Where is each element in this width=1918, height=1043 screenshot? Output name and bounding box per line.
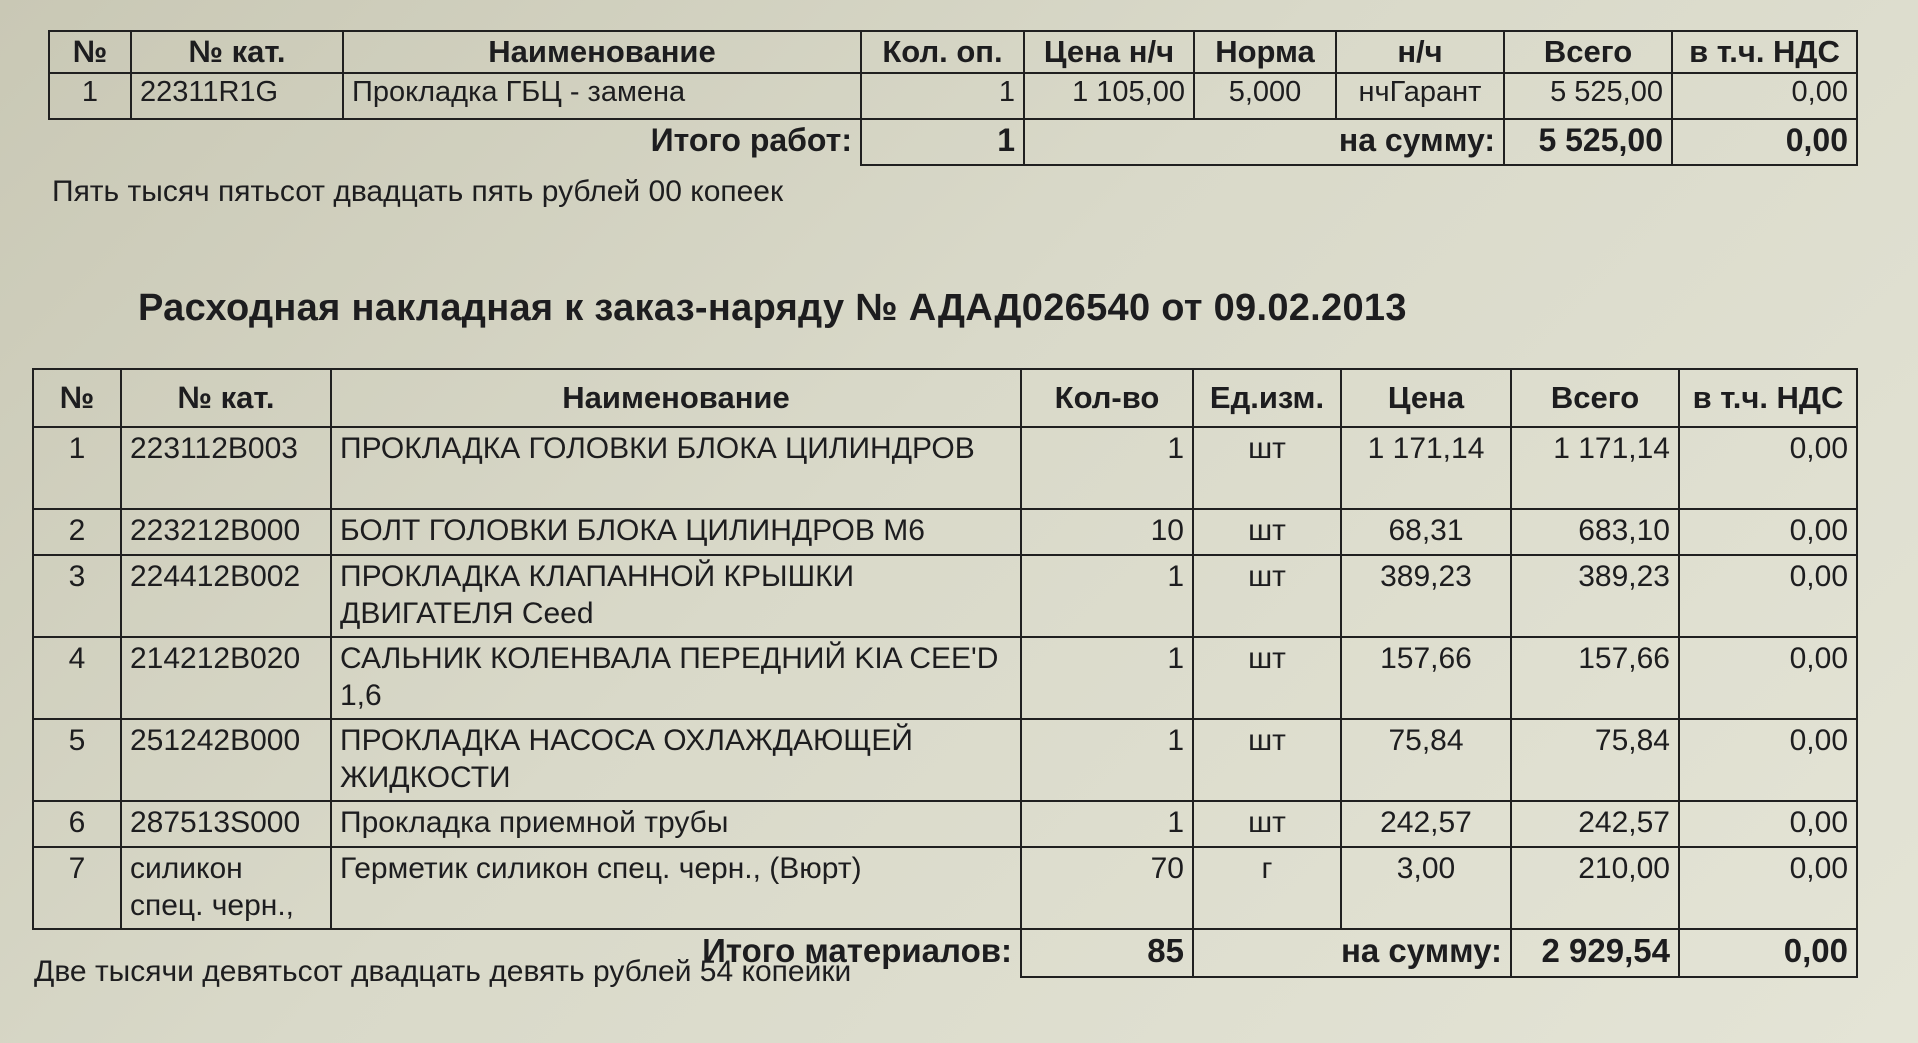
row-no: 2 — [33, 509, 121, 555]
row-qty: 10 — [1021, 509, 1193, 555]
materials-sum-total: 2 929,54 — [1511, 929, 1679, 977]
col-header-cat: № кат. — [121, 369, 331, 427]
col-header-no: № — [33, 369, 121, 427]
row-name: Герметик силикон спец. черн., (Вюрт) — [331, 847, 1021, 929]
col-header-unit: н/ч — [1336, 31, 1504, 73]
col-header-norm: Норма — [1194, 31, 1336, 73]
table-row — [33, 847, 1857, 929]
row-price: 1 171,14 — [1341, 427, 1511, 509]
col-header-unit: Ед.изм. — [1193, 369, 1341, 427]
works-sum-vat: 0,00 — [1672, 119, 1857, 165]
row-no: 1 — [49, 73, 131, 119]
row-vat: 0,00 — [1672, 73, 1857, 119]
row-unit: шт — [1193, 801, 1341, 847]
row-name: БОЛТ ГОЛОВКИ БЛОКА ЦИЛИНДРОВ М6 — [331, 509, 1021, 555]
row-price: 3,00 — [1341, 847, 1511, 929]
row-price: 242,57 — [1341, 801, 1511, 847]
row-qty: 1 — [861, 73, 1024, 119]
works-table — [48, 30, 1858, 166]
row-total: 683,10 — [1511, 509, 1679, 555]
row-price: 1 105,00 — [1024, 73, 1194, 119]
row-cat: 223212B000 — [121, 509, 331, 555]
materials-heading: Расходная накладная к заказ-наряду № АДАД026540 от 09.02.2013 — [138, 287, 1407, 329]
materials-table — [32, 368, 1858, 978]
row-name: ПРОКЛАДКА КЛАПАННОЙ КРЫШКИ ДВИГАТЕЛЯ Ceed — [331, 555, 1021, 637]
row-qty: 1 — [1021, 427, 1193, 509]
row-price: 157,66 — [1341, 637, 1511, 719]
row-unit: нчГарант — [1336, 73, 1504, 119]
row-no: 7 — [33, 847, 121, 929]
row-no: 3 — [33, 555, 121, 637]
row-name: САЛЬНИК КОЛЕНВАЛА ПЕРЕДНИЙ KIA CEE'D 1,6 — [331, 637, 1021, 719]
col-header-vat: в т.ч. НДС — [1672, 31, 1857, 73]
row-vat: 0,00 — [1679, 509, 1857, 555]
col-header-rate: Цена н/ч — [1024, 31, 1194, 73]
works-total-qty: 1 — [861, 119, 1024, 165]
row-no: 4 — [33, 637, 121, 719]
table-row — [33, 637, 1857, 719]
col-header-name: Наименование — [343, 31, 861, 73]
materials-total-label: Итого материалов: — [702, 932, 1012, 969]
row-unit: шт — [1193, 719, 1341, 801]
row-unit: шт — [1193, 509, 1341, 555]
materials-total-qty: 85 — [1021, 929, 1193, 977]
row-qty: 1 — [1021, 801, 1193, 847]
col-header-name: Наименование — [331, 369, 1021, 427]
row-name: ПРОКЛАДКА НАСОСА ОХЛАЖДАЮЩЕЙ ЖИДКОСТИ — [331, 719, 1021, 801]
row-no: 6 — [33, 801, 121, 847]
table-row — [33, 555, 1857, 637]
row-vat: 0,00 — [1679, 801, 1857, 847]
row-cat: 251242B000 — [121, 719, 331, 801]
col-header-qty: Кол-во — [1021, 369, 1193, 427]
row-vat: 0,00 — [1679, 555, 1857, 637]
row-total: 242,57 — [1511, 801, 1679, 847]
works-sum-total: 5 525,00 — [1504, 119, 1672, 165]
works-header-row — [49, 31, 1857, 73]
row-total: 389,23 — [1511, 555, 1679, 637]
col-header-price: Цена — [1341, 369, 1511, 427]
row-name: Прокладка ГБЦ - замена — [343, 73, 861, 119]
row-cat: 287513S000 — [121, 801, 331, 847]
materials-sum-vat: 0,00 — [1679, 929, 1857, 977]
row-qty: 1 — [1021, 637, 1193, 719]
row-cat: силикон спец. черн., — [121, 847, 331, 929]
row-cat: 223112B003 — [121, 427, 331, 509]
row-vat: 0,00 — [1679, 427, 1857, 509]
row-no: 1 — [33, 427, 121, 509]
works-total-label: Итого работ: — [650, 122, 852, 158]
row-price: 75,84 — [1341, 719, 1511, 801]
table-row — [33, 719, 1857, 801]
col-header-vat: в т.ч. НДС — [1679, 369, 1857, 427]
row-vat: 0,00 — [1679, 847, 1857, 929]
row-total: 75,84 — [1511, 719, 1679, 801]
col-header-total: Всего — [1504, 31, 1672, 73]
row-norm: 5,000 — [1194, 73, 1336, 119]
row-total: 210,00 — [1511, 847, 1679, 929]
table-row — [49, 73, 1857, 119]
row-vat: 0,00 — [1679, 637, 1857, 719]
row-total: 157,66 — [1511, 637, 1679, 719]
table-row — [33, 801, 1857, 847]
row-vat: 0,00 — [1679, 719, 1857, 801]
works-amount-in-words: Пять тысяч пятьсот двадцать пять рублей 00 копеек — [52, 175, 784, 208]
row-no: 5 — [33, 719, 121, 801]
col-header-ops: Кол. оп. — [861, 31, 1024, 73]
row-name: ПРОКЛАДКА ГОЛОВКИ БЛОКА ЦИЛИНДРОВ — [331, 427, 1021, 509]
row-cat: 224412B002 — [121, 555, 331, 637]
row-cat: 214212B020 — [121, 637, 331, 719]
row-unit: шт — [1193, 427, 1341, 509]
col-header-no: № — [49, 31, 131, 73]
col-header-cat: № кат. — [131, 31, 343, 73]
table-row — [33, 427, 1857, 509]
row-qty: 70 — [1021, 847, 1193, 929]
col-header-total: Всего — [1511, 369, 1679, 427]
row-price: 68,31 — [1341, 509, 1511, 555]
row-unit: шт — [1193, 637, 1341, 719]
row-unit: г — [1193, 847, 1341, 929]
row-qty: 1 — [1021, 555, 1193, 637]
table-row — [33, 509, 1857, 555]
row-name: Прокладка приемной трубы — [331, 801, 1021, 847]
materials-amount-in-words: Две тысячи девятьсот двадцать девять рублей 54 копейки — [34, 955, 852, 988]
materials-sum-label: на сумму: — [1193, 929, 1511, 977]
row-total: 1 171,14 — [1511, 427, 1679, 509]
row-price: 389,23 — [1341, 555, 1511, 637]
works-total-row — [49, 119, 1857, 165]
materials-header-row — [33, 369, 1857, 427]
row-total: 5 525,00 — [1504, 73, 1672, 119]
row-unit: шт — [1193, 555, 1341, 637]
row-qty: 1 — [1021, 719, 1193, 801]
works-sum-label: на сумму: — [1024, 119, 1504, 165]
row-cat: 22311R1G — [131, 73, 343, 119]
